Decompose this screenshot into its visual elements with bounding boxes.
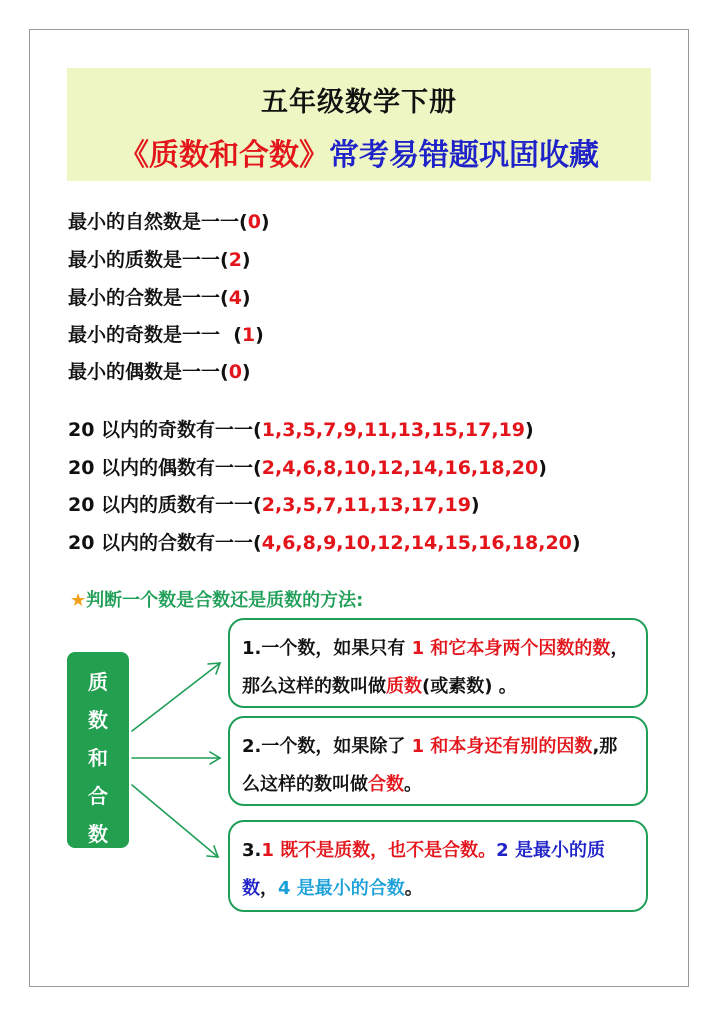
title-line1: 五年级数学下册 — [261, 87, 457, 118]
side-char: 质 — [88, 670, 108, 694]
title-topic: 《质数和合数》 — [119, 138, 329, 173]
arrow-to-card1 — [132, 663, 220, 731]
fact-line: 最小的奇数是一一 (1) — [68, 324, 264, 346]
title-subtitle: 常考易错题巩固收藏 — [329, 138, 599, 173]
list-line: 20 以内的质数有一一(2,3,5,7,11,13,17,19) — [68, 494, 480, 516]
list-line: 20 以内的奇数有一一(1,3,5,7,9,11,13,15,17,19) — [68, 419, 534, 441]
method-heading-text: 判断一个数是合数还是质数的方法: — [86, 590, 364, 611]
definition-card-prime: 1.一个数，如果只有 1 和它本身两个因数的数，那么这样的数叫做质数(或素数) 。 — [228, 618, 648, 708]
fact-line: 最小的自然数是一一(0) — [68, 211, 270, 233]
fact-line: 最小的偶数是一一(0) — [68, 361, 251, 383]
side-char: 数 — [88, 822, 108, 846]
list-line: 20 以内的合数有一一(4,6,8,9,10,12,14,15,16,18,20) — [68, 532, 581, 554]
star-icon: ★ — [70, 590, 87, 611]
definition-card-special: 3.1 既不是质数，也不是合数。2 是最小的质数，4 是最小的合数。 — [228, 820, 648, 912]
side-char: 合 — [88, 784, 108, 808]
side-char: 数 — [88, 708, 108, 732]
definition-card-composite: 2.一个数，如果除了 1 和本身还有别的因数,那么这样的数叫做合数。 — [228, 716, 648, 806]
fact-line: 最小的质数是一一(2) — [68, 249, 251, 271]
side-char: 和 — [88, 746, 108, 770]
arrow-to-card3 — [132, 785, 218, 857]
list-line: 20 以内的偶数有一一(2,4,6,8,10,12,14,16,18,20) — [68, 457, 547, 479]
fact-line: 最小的合数是一一(4) — [68, 287, 251, 309]
